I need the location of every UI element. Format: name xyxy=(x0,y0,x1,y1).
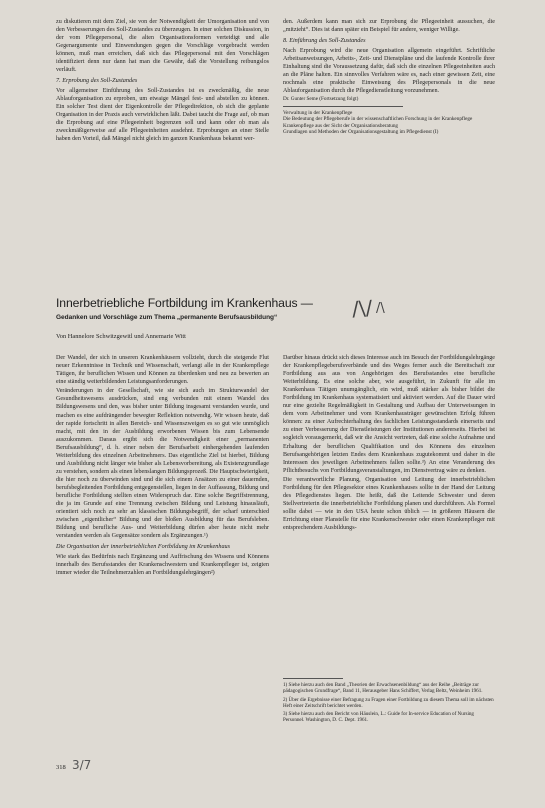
section-heading: 8. Einführung des Soll-Zustandes xyxy=(283,37,366,45)
footnote: 1) Siehe hierzu auch den Band „Theorien der Erwachsenenbildung“ aus der Reihe „Beiträge zur pädagogischen Grundfrage“, Band 11, Herausgeber Hans Schiffert, Verlag Beltz, Weinheim 1961. xyxy=(283,682,483,695)
paragraph: Wie stark das Bedürfnis nach Ergänzung und Auffrischung des Wissens und Könnens innerhalb des Berufsstandes der Krankenschwestern und Krankenpfleger ist, zeigten immer wieder die Teilnehmerzahlen an Fortbildungslehrgängen²) xyxy=(56,553,269,576)
footnotes xyxy=(283,682,495,726)
article-title: Innerbetriebliche Fortbildung im Krankenhaus — xyxy=(56,296,313,310)
paragraph: Der Wandel, der sich in unseren Krankenhäusern vollzieht, durch die steigende Flut neuer Erkenntnisse in Technik und Wissenschaft, verlangt alle in der Krankenpflege Tätigen, ihr beruflichen Wissen und Können zu überdenken und neu zu bewerten an eine ständig weiterbildenden Leistungsanforderungen. xyxy=(56,355,269,386)
bottom-left-column xyxy=(56,354,269,578)
source-label: Dr. Gunter Seme (Fortsetzung folgt) xyxy=(283,96,359,103)
reference-item: Die Bedeutung der Pflegeberufe in der wissenschaftlichen Forschung in der Krankenpflege xyxy=(283,116,473,123)
paragraph: Darüber hinaus drückt sich dieses Interesse auch im Besuch der Fortbildungslehrgänge der Krankenpflegeberufsverbände und des Weges ferner auch die Bereitschaft zur Fortbildung aus aus von Angehörigen des Berufsstandes eine berufliche Weiterbildung. Es eine solche aber, wie ausgeführt, in Zukunft für alle im Krankenhaus Tätigen unumgänglich, ein wird, muß stärker als bisher bildet die Fortbildung im Krankenhaus systematisiert und aktiviert werden. Auf die Dauer wird nur eine gezielte Regelmäßigkeit in Gestaltung und Aufbau der Unterweisungen in dem vom Arbeitnehmer und vom Krankenhausträger gewünschten Erfolg führen können: zu einer Aufrechterhaltung des fachlichen Leistungsstandards einerseits und zu einer Verbesserung der Dienstleistungen der Institutionen andererseits. Hierbei ist sogleich vorausgemerkt, daß wir die Ansicht vertreten, daß eine solche Aufnahme und Erhaltung der beruflichen Qualifikation und des Könnens des einzelnen Berufsangehörigen letzten Endes dem Krankenhaus zugutekommt und daher in die Interessen des jeweiligen Arbeitnehmers fallen sollte.³) An eine Veranderung des Pflichtbesuchs von Fortbildungsveranstaltungen, im Dienstvertrag wäre zu denken. xyxy=(283,355,495,474)
footnote-divider xyxy=(283,678,343,679)
handwritten-mark: /\/ xyxy=(351,295,374,321)
section-heading: 7. Erprobung des Soll-Zustandes xyxy=(56,77,138,85)
footnote: 2) Über die Ergebnisse einer Befragung zu Fragen einer Fortbildung zu diesem Thema soll im nächsten Heft einer Zeitschrift berichtet werden. xyxy=(283,696,494,709)
divider xyxy=(283,106,403,107)
top-right-column xyxy=(283,18,495,136)
paragraph: Nach Erprobung wird die neue Organisation allgemein eingeführt. Schriftliche Arbeitsanweisungen, Arbeits-, Zeit- und Dienstpläne und die laufende Kontrolle ihrer Einhaltung sind die Voraussetzung dafür, daß sich die einzelnen Pflegeeinheiten auch an die Pläne halten. Ein sinnvolles Verfahren wäre es, nach einer gewissen Zeit, eine nochmals eine praktische Einweisung des Pflegepersonals in die neue Ablauforganisation durch die Pflegedienstleitung vorzunehmen. xyxy=(283,47,495,94)
reference-item: Verwaltung in der Krankenpflege xyxy=(283,109,353,116)
paragraph: Die verantwortliche Planung, Organisation und Leitung der innerbetrieblichen Fortbildung für den Pflegesektor eines Krankenhauses sollte in der Hand der Leitung des Pflegedienstes liegen. Die heißt, daß die Leitende Schwester und deren Stellvertreterin die innerbetriebliche Fortbildung planen und durchführen. Als Formel sollte dabei — wie in den USA heute schon üblich — in größeren Häusern die Errichtung einer Planstelle für eine Krankenschwester oder einen Krankenpfleger mit entsprechendem Ausbildungs- xyxy=(283,476,495,532)
paragraph: den. Außerdem kann man sich zur Erprobung die Pflegeeinheit aussuchen, die „mitzieht“. Dies ist dann später ein Beispiel für andere, weniger Willige. xyxy=(283,19,495,34)
footnote: 3) Siehe hierzu auch den Bericht von Häuslein, L.: Guide for In-service Education of Nursing Personnel. Washington, D. C. Dept. 1961. xyxy=(283,711,474,724)
handwritten-page-number: 3/7 xyxy=(72,758,92,772)
reference-item: Grundlagen und Methoden der Organisationsgestaltung im Pflegedienst (I) xyxy=(283,129,439,136)
reference-item: Krankenpflege aus der Sicht der Organisationsberatung xyxy=(283,122,399,129)
article-subtitle: Gedanken und Vorschläge zum Thema „permanente Berufsausbildung“ xyxy=(56,314,278,321)
article-authors: Von Hannelore Schwitzgewitl und Annemarie Witt xyxy=(56,333,186,340)
paragraph: Vor allgemeiner Einführung des Soll-Zustandes ist es zweckmäßig, die neue Ablauforganisation zu erproben, um etwaige Mängel fest- und abstellen zu können. Ein solcher Test dient der Eigenkontrolle der Pflegedirektion, ob sich die geplante Organisation in der Praxis auch verwirklichen läßt. Dabei taucht die Frage auf, ob man die Erprobung auf eine Pflegeeinheit begrenzen soll und kann oder ob man als zweckmäßigerweise auf alle Pflegeeinheiten ausdehnt. Erprobungen an einer Stelle haben den Vorteil, daß Mängel nicht gleich im ganzen Krankenhaus bekannt wer- xyxy=(56,87,269,143)
handwritten-mark: /\ xyxy=(376,301,385,316)
bottom-right-column xyxy=(283,354,495,533)
section-heading: Die Organisation der innerbetrieblichen Fortbildung im Krankenhaus xyxy=(56,543,231,551)
page-number: 318 xyxy=(56,764,66,771)
paragraph: zu diskutieren mit dem Ziel, sie von der Notwendigkeit der Umorganisation und von den Verbesserungen des Soll-Zustandes zu überzeugen. In einer solchen Diskussion, in der vom Pflegepersonal, die alten Organisationsformen verteidigt und alle Gegenargumente und Einwendungen gegen die Vorschläge vorgebracht werden können, muß man erreichen, daß sich das Pflegepersonal mit den Vorschlägen identifiziert denn nur dann hat man die Gewähr, daß die Vorstellung reibungslos verläuft. xyxy=(56,19,269,74)
top-left-column xyxy=(56,18,269,144)
paragraph: Veränderungen in der Gesellschaft, wie sie sich auch im Strukturwandel der Gesundheitswesens ausdrücken, sind eng verbunden mit einem Wandel des Bildungswesens und den, was bisher unter Bildung insgesamt verstanden wurde, und machen es eine aufdrängender bewegter Reflektion notwendig. Wir wissen heute, daß der rapide fortschritt in allen Bereich- und Wissenszweigen es so gut wie unmöglich macht, mit den in der Ausbildung erworbenen Wissen bis zum Lebensende auszukommen. Daraus ergibt sich die Notwendigkeit einer „permanenten Berufsausbildung“, d. h. einer neben der Berufsarbeit einhergehenden laufenden Weiterbildung des einzelnen Arbeitnehmers. Das eigentliche Ziel ist hierbei, Bildung und Ausbildung nicht länger wie bisher als Lebensvorbereitung, als Existenzgrundlage zu verstehen, sondern als einen lebenslangen Bildungsprozeß. Die Hauptschwierigkeit, die hier noch zu überwinden sind und die sich einem Ansätzen zu einer dauernden, berufsbegleitenden Fortbildung entgegenstellen, liegen in der Auffassung, Bildung und berufliche Fortbildung stellten einen Widerspruch dar. Eine solche Begriffstrennung, die ja im Grunde auf eine Trennung zwischen Bildung und Leistung hinausläuft, orientiert sich noch zu sehr an klassischen Bildungsbegriff, der scharf unterschied zwischen „eigentlicher“ Bildung und der bloßen Ausbildung für das Berufsleben. Bildung und berufliche Aus- und Weiterbildung dürfen aber heute nicht mehr verstanden werden als Gegensätze sondern als Ergänzungen.¹) xyxy=(56,388,269,540)
